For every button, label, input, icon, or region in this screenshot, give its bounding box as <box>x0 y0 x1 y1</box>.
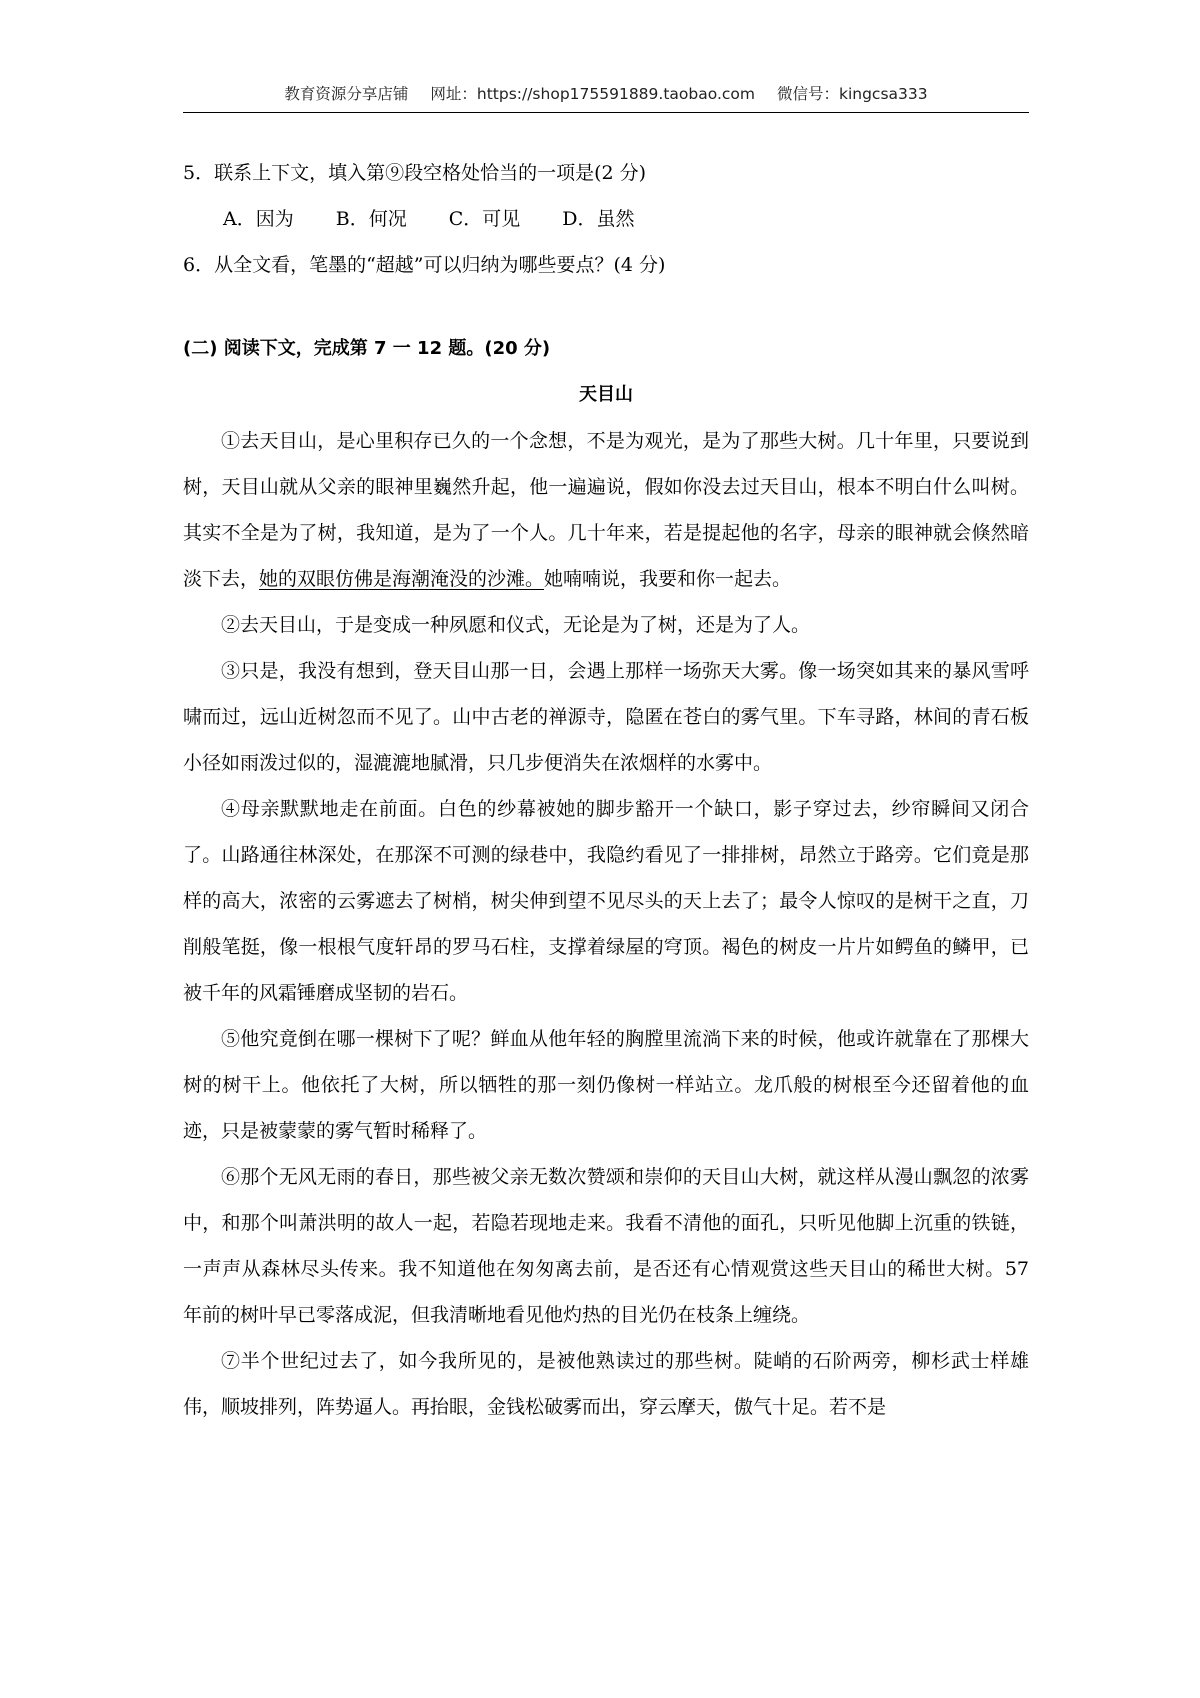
paragraph-1 <box>183 418 1029 602</box>
section-title: (二) 阅读下文，完成第 7 一 12 题。(20 分) <box>183 338 551 359</box>
option-a: A．因为 <box>223 208 294 230</box>
paragraph-7: ⑦半个世纪过去了，如今我所见的，是被他熟读过的那些树。陡峭的石阶两旁，柳杉武士样雄伟，顺坡排列，阵势逼人。再抬眼，金钱松破雾而出，穿云摩天，傲气十足。若不是 <box>183 1350 1029 1418</box>
option-d: D．虽然 <box>562 208 635 230</box>
question-5-options <box>183 196 1029 242</box>
paragraph-1-underlined: 她的双眼仿佛是海潮淹没的沙滩。 <box>259 568 545 590</box>
paragraph-3: ③只是，我没有想到，登天目山那一日，会遇上那样一场弥天大雾。像一场突如其来的暴风雪呼啸而过，远山近树忽而不见了。山中古老的禅源寺，隐匿在苍白的雾气里。下车寻路，林间的青石板小径如雨泼过似的，湿漉漉地腻滑，只几步便消失在浓烟样的水雾中。 <box>183 660 1029 774</box>
shop-name: 教育资源分享店铺 <box>284 85 409 103</box>
document-body <box>183 150 1029 1430</box>
option-b: B．何况 <box>335 208 407 230</box>
paragraph-1-text-a: ①去天目山，是心里积存已久的一个念想，不是为观光，是为了那些大树。几十年里，只要说到树，天目山就从父亲的眼神里巍然升起，他一遍遍说，假如你没去过天目山，根本不明白什么叫树。其实不全是为了树，我知道，是为了一个人。几十年来，若是提起他的名字，母亲的眼神就会倏然暗淡下去， <box>183 430 1029 590</box>
paragraph-6: ⑥那个无风无雨的春日，那些被父亲无数次赞颂和崇仰的天目山大树，就这样从漫山飘忽的浓雾中，和那个叫萧洪明的故人一起，若隐若现地走来。我看不清他的面孔，只听见他脚上沉重的铁链，一声声从森林尽头传来。我不知道他在匆匆离去前，是否还有心情观赏这些天目山的稀世大树。57 年前的树叶早已零落成泥，但我清晰地看见他灼热的目光仍在枝条上缠绕。 <box>183 1166 1029 1326</box>
question-6: 6．从全文看，笔墨的“超越”可以归纳为哪些要点？(4 分) <box>183 254 666 276</box>
question-5: 5．联系上下文，填入第⑨段空格处恰当的一项是(2 分) <box>183 162 647 184</box>
option-c: C．可见 <box>448 208 521 230</box>
paragraph-4: ④母亲默默地走在前面。白色的纱幕被她的脚步豁开一个缺口，影子穿过去，纱帘瞬间又闭合了。山路通往林深处，在那深不可测的绿巷中，我隐约看见了一排排树，昂然立于路旁。它们竟是那样的高大，浓密的云雾遮去了树梢，树尖伸到望不见尽头的天上去了；最令人惊叹的是树干之直，刀削般笔挺，像一根根气度轩昂的罗马石柱，支撑着绿屋的穹顶。褐色的树皮一片片如鳄鱼的鳞甲，已被千年的风霜锤磨成坚韧的岩石。 <box>183 798 1029 1004</box>
page-header <box>183 82 1029 113</box>
paragraph-5: ⑤他究竟倒在哪一棵树下了呢？鲜血从他年轻的胸膛里流淌下来的时候，他或许就靠在了那棵大树的树干上。他依托了大树，所以牺牲的那一刻仍像树一样站立。龙爪般的树根至今还留着他的血迹，只是被蒙蒙的雾气暂时稀释了。 <box>183 1028 1029 1142</box>
paragraph-1-text-b: 她喃喃说，我要和你一起去。 <box>544 568 792 590</box>
article-title: 天目山 <box>579 384 633 405</box>
shop-url: 网址：https://shop175591889.taobao.com <box>430 85 755 103</box>
wechat-id: 微信号：kingcsa333 <box>776 85 928 103</box>
paragraph-2: ②去天目山，于是变成一种夙愿和仪式，无论是为了树，还是为了人。 <box>221 614 811 636</box>
